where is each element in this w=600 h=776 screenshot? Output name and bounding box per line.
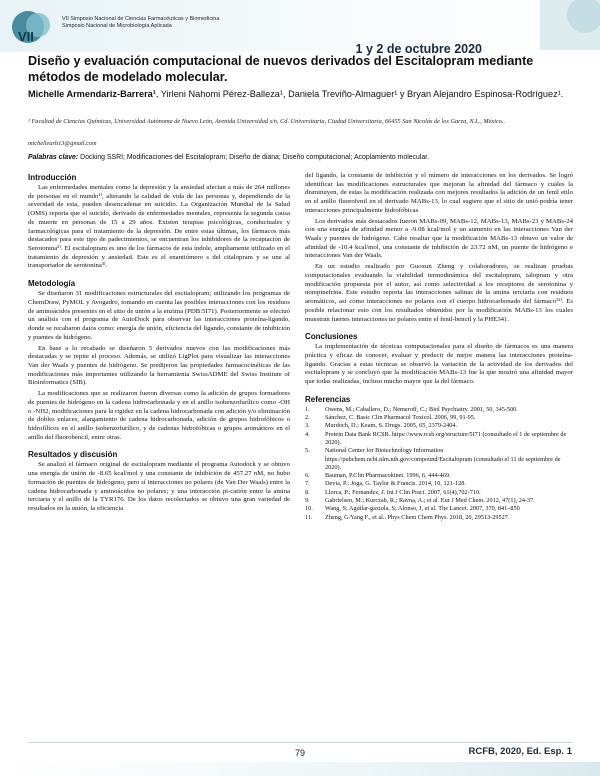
conference-name — [62, 16, 222, 29]
results-paragraph-4: En un estudio realizado por Guoxun Zheng y colaboradores, se realizan pruebas computacionales evaluando la viabilidad termodinámica del escitalopram, talopram y otra modificación propuesta por el autor, así como selectividad a los receptores de serotonina y norepinefrina. Este estudio reporta las interacciones salinas de la amina terciaria con residuos aromáticos, así como interacciones no polares con el cuerpo hidrocarbonado del fármaco¹¹⁾. Es posible relacionar esto con los resultados obtenidos por la modificación MABs-13 los cuales muestran fuertes interacciones no polares entre el fenil-bencil y la PHE341. — [305, 263, 573, 323]
methods-paragraph-3: La modificaciones que se realizaron fueron diversas como la adición de grupos formadores de puentes de hidrógeno en la cadena hidrocarbonada y en el anillo isobenzofurílico como -OH o -NH2, modificaciones para la rigidez en la cadena hidrocarbonada con adición y/o eliminación de dobles enlaces, alargamiento de cadena hidrocarbonada, adición de grupos hidrofóbicos o hidrofílicos en el anillo isobenzofurílico, y de cadenas hidrofóbicas o grupos aromáticos en el anillo del fluorobencil, entre otras. — [28, 390, 290, 441]
methods-paragraph-1: Se diseñaron 31 modificaciones estructurales del escitalopram; utilizando los programas de ChemDraw, PyMOL y Avogadro, tomando en cuenta las posibles interacciones con los residuos de aminoácidos presentes en el sitio de unión a la enzima (PDB:5I71). Posteriormente se efectuó un análisis con el programa de AutoDock para observar las interacciones proteína-ligando, donde se recabaron datos como: energía de unión, eficiencia del ligando, constante de inhibición y puentes de hidrógeno. — [28, 290, 290, 341]
reference-item: 11. Zheng, G.Yang F., et al.. Phys Chem Chem Phys. 2018, 20, 29513-29527. — [305, 513, 510, 521]
conference-logo — [10, 6, 56, 48]
reference-item: 9. Gabrielsen, M.; Kurczab, R.; Ravna, A.; et al. Eur J Med Chem. 2012, 47(1), 24-37. — [305, 497, 535, 505]
conclusions-heading: Conclusiones — [305, 332, 358, 342]
reference-item: 1. Owens, M.; Caballero, D.; Nemeroff, C.; Biol Psychiatry. 2001, 50, 345-500. — [305, 405, 518, 413]
results-paragraph-3: Los derivados más destacados fueron MABs-09, MABs-12, MABs-13, MABs-23 y MABs-24 con una energía de afinidad menor a -9.08 kcal/mol y un aumento en las interacciones Van der Waals y puentes de hidrógeno. Cabe resaltar que la modificación MABs-13 obtuvo un valor de afinidad de -10.4 kcal/mol, una constante de inhibición de 23.72 nM, un puente de hidrógeno e interacciones Van der Waals. — [305, 217, 573, 260]
author-list — [28, 88, 573, 101]
results-paragraph-1: Se analizó el fármaco original de escitalopram mediante el programa Autodock y se obtuvo una energía de unión de -8.65 kcal/mol y una constante de inhibición de 457.27 nM, no hubo formación de puentes de hidrógeno, pero sí interacciones no polares (de Van Der Waals) entre la cadena hidrocarbonada y aminoácidos no polares; y una interacción pi-catión entre la amina terciaria y el anillo de la TYR176. De los datos recolectados se obtuvo una gran variedad de resultados en la unión, la eficiencia — [28, 461, 290, 512]
lead-author: Michelle Armendariz-Barrera¹ — [28, 89, 156, 99]
intro-paragraph: Las enfermedades mentales como la depresión y la ansiedad afectan a más de 264 millones de personas en el mundo¹⁾, alterando la calidad de vida de las personas y, dependiendo de la severidad de esta, pueden desencadenar en suicidio. La Organización Mundial de la Salud (OMS) reporta que el suicido, derivado de enfermedades mentales, representa la segunda causa de muerte en personas de 15 a 29 años. Existen terapias psicológicas, conductuales y farmacológicas para el tratamiento de la depresión. De entre estas últimas, los fármacos más destacados para este tipo de padecimientos, se encuentran los inhibidores de la recaptación de Serotonina²⁾. El escitalopram es uno de los fármacos de esta índole, ampliamente utilizado en el tratamiento de depresión y ansiedad. Este es el enantiómero s del citalopram y se une al transportador de serotonina³⁾. — [28, 184, 290, 270]
reference-item: 5. National Center for Biotechnology Information https://pubchem.ncbi.nlm.nih.gov/compound/Escitalopram (consultado el 11 de septiembre de 2020). — [305, 447, 561, 471]
keywords — [28, 153, 573, 162]
conference-dates: 1 y 2 de octubre 2020 — [355, 42, 482, 56]
intro-heading: Introducción — [28, 173, 77, 182]
conference-line-2: Simposio Nacional de Microbiología Aplicada — [62, 22, 172, 29]
article-title: Diseño y evaluación computacional de nuevos derivados del Escitalopram mediante métodos de modelado molecular. — [28, 54, 534, 84]
left-column — [28, 172, 290, 516]
keywords-label: Palabras clave: — [28, 154, 79, 161]
conference-line-1: VII Simposio Nacional de Ciencias Farmacéuticas y Biomedicina — [62, 16, 220, 22]
keywords-list: Docking SSRI; Modificaciones del Escitalopram; Diseño de diana; Diseño computacional; Acoplamiento molecular. — [78, 154, 430, 161]
right-column — [305, 172, 573, 522]
reference-item: 8. Llorca, P.; Fernandez, J. Int J Clin Pract. 2007, 61(4),702-710. — [305, 488, 481, 496]
header-decoration — [540, 0, 600, 50]
conclusions-paragraph: La implementación de técnicas computacionales para el diseño de fármacos es una manera práctica y eficaz de conocer, evaluar y predecir de mejor manera las interacciones proteína-ligando. Gracias a estas técnicas se observó la variación de la actividad de los derivados del escitalopram y se concluyó que la modificación MABs-13 fue la que mostró una afinidad mayor que todas realizadas, incluso mucho mayor que la del fármaco. — [305, 343, 573, 386]
reference-item: 6. Bauman, P.Clin Pharmacokinet. 1996, 6, 444-469. — [305, 472, 451, 480]
reference-item: 4. Protein Data Bank RCSB. https://www.rcsb.org/structure/5I71 (consultado el 1 de septiembre de 2020). — [305, 430, 567, 446]
results-heading: Resultados y discusión — [28, 450, 118, 460]
references-heading: Referencias — [305, 394, 351, 404]
footer-divider — [28, 742, 573, 743]
page-number: 79 — [294, 748, 305, 758]
methods-heading: Metodología — [28, 279, 76, 289]
reference-item: 2. Sánchez, C. Basic Clin Pharmacol Toxicol. 2006, 99, 91-95. — [305, 414, 476, 422]
footer-band — [0, 762, 600, 776]
reference-item: 3. Murdoch, D.; Keam, S. Drugs. 2005, 65, 2379-2404. — [305, 422, 458, 430]
results-paragraph-2: del ligando, la constante de inhibición y el número de interacciones en los derivados. Se logró identificar las modificaciones estructurales que mejoran la afinidad del fármaco y cuáles la disminuyen, de estas la modificación realizada con mejores resultados la adición de un fenil etilo en el anillo fluorofenil en el derivado MABs-13, lo cual sugiere que el sitio de unió podría tener interacciones principalmente hidrofóbicas — [305, 172, 573, 214]
logo-text: VII — [18, 29, 34, 44]
journal-reference: RCFB, 2020, Ed. Esp. 1 — [468, 746, 572, 757]
affiliation: ¹ Facultad de Ciencias Químicas, Universidad Autónoma de Nuevo León, Avenida Universidad s/n, Cd. Universitaria, Ciudad Universitaria, 66455 San Nicolás de los Garza, N.L., México.. — [28, 118, 506, 125]
header-band — [0, 0, 600, 56]
co-authors: , Yirleni Nahomi Pérez-Balleza¹, Daniela Treviño-Almaguer¹ y Bryan Alejandro Espinosa-Rodríguez¹. — [155, 89, 564, 99]
reference-item: 7. Devia, P.; Joga, G. Taylor & Francis. 2014, 10, 121-128. — [305, 480, 466, 488]
reference-list — [305, 406, 573, 522]
contact-email[interactable]: michellearb13@gmail.com — [28, 140, 97, 147]
methods-paragraph-2: En base a lo recabado se diseñaron 5 derivados nuevos con las modificaciones más destacadas y se repite el proceso. Además, se utilizó LigPlot para visualizar las interacciones Van der Waals y puentes de hidrógeno. Se predijeron las propiedades farmacocinéticas de las modificaciones más importantes utilizando la herramienta SwissADME del Swiss Institute of Bioinformatics (SIB). — [28, 344, 290, 387]
reference-item: 10. Wang, S; Aguilar-gaxiola, S; Alonso, J, et al. The Lancet. 2007, 370, 841–850 — [305, 505, 520, 513]
